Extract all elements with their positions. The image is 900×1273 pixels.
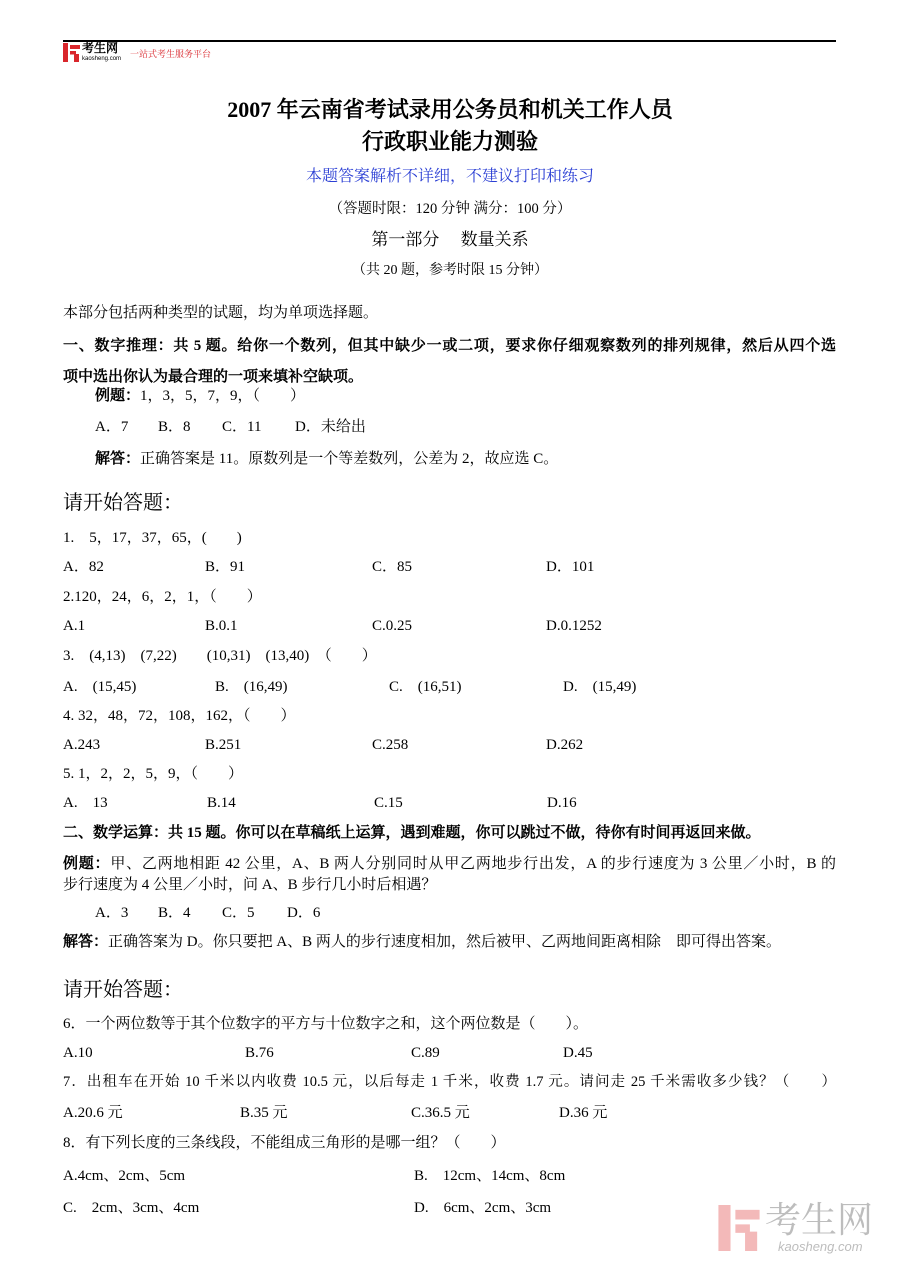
question-option: B. 12cm、14cm、8cm [414, 1168, 566, 1184]
question-option: C.36.5 元 [411, 1105, 470, 1121]
question-stem: 5. 1，2，2，5，9，（ ） [63, 766, 244, 782]
question-option: A.1 [63, 618, 86, 634]
question-option: D. (15,49) [563, 679, 637, 695]
example-option: B．8 [158, 419, 191, 435]
question-option: C.0.25 [372, 618, 413, 634]
example-option: B．4 [158, 905, 191, 921]
question-option: B.14 [207, 795, 236, 811]
start-prompt: 请开始答题： [63, 492, 183, 514]
watermark-domain: kaosheng.com [778, 1239, 863, 1254]
section1-example [95, 388, 305, 404]
question-option: B. (16,49) [215, 679, 288, 695]
answer-label: 解答： [63, 934, 109, 950]
question-option: D.45 [563, 1045, 593, 1061]
part-subtitle: （共 20 题，参考时限 15 分钟） [352, 263, 548, 278]
question-option: B.251 [205, 737, 242, 753]
question-option: C.89 [411, 1045, 440, 1061]
logo-name: 考生网 [82, 41, 119, 55]
question-option: A.243 [63, 737, 101, 753]
question-stem: 8．有下列长度的三条线段，不能组成三角形的是哪一组？（ ） [63, 1135, 506, 1151]
question-option: A.10 [63, 1045, 93, 1061]
question-option: A. 13 [63, 795, 108, 811]
answer-text: 正确答案是 11。原数列是一个等差数列，公差为 2，故应选 C。 [140, 451, 559, 467]
question-option: C.15 [374, 795, 403, 811]
section1-answer [95, 451, 558, 467]
section2-answer [63, 934, 781, 950]
example-option: D．未给出 [295, 419, 366, 435]
question-option: B.35 元 [240, 1105, 288, 1121]
question-stem: 1. 5，17，37，65，( ) [63, 530, 242, 546]
header-rule [63, 40, 836, 42]
question-stem: 2.120，24，6，2，1，（ ） [63, 589, 262, 605]
question-stem: 7．出租车在开始 10 千米以内收费 10.5 元，以后每走 1 千米，收费 1.7 元。请问走 25 千米需收多少钱？（ ） [63, 1074, 836, 1090]
question-option: D. 6cm、2cm、3cm [414, 1200, 552, 1216]
example-option: C．11 [222, 419, 262, 435]
question-option: D.0.1252 [546, 618, 602, 634]
kaosheng-logo-icon [63, 43, 80, 67]
question-option: C. 2cm、3cm、4cm [63, 1200, 200, 1216]
question-option: B．91 [205, 559, 246, 575]
example-option: D．6 [287, 905, 321, 921]
example-label: 例题： [63, 856, 111, 872]
question-option: C. (16,51) [389, 679, 462, 695]
example-label: 例题： [95, 388, 141, 404]
time-limit: （答题时限：120 分钟 满分：100 分） [328, 201, 572, 217]
section2-heading: 二、数学运算：共 15 题。你可以在草稿纸上运算，遇到难题，你可以跳过不做，待你有时间再返回来做。 [63, 825, 761, 841]
section2-example-line1 [63, 856, 836, 872]
exam-title-line1: 2007 年云南省考试录用公务员和机关工作人员 [227, 97, 673, 122]
question-option: B.76 [245, 1045, 274, 1061]
start-prompt: 请开始答题： [63, 979, 183, 1001]
question-option: C.258 [372, 737, 409, 753]
question-option: B.0.1 [205, 618, 238, 634]
question-stem: 6．一个两位数等于其个位数字的平方与十位数字之和，这个两位数是（ ）。 [63, 1016, 589, 1032]
watermark-logo-icon [718, 1205, 760, 1256]
example-text: 甲、乙两地相距 42 公里，A、B 两人分别同时从甲乙两地步行出发，A 的步行速度为 3 公里／小时，B 的 [110, 856, 836, 872]
question-option: A.4cm、2cm、5cm [63, 1168, 186, 1184]
exam-title-line2: 行政职业能力测验 [361, 129, 538, 154]
question-option: D.36 元 [559, 1105, 608, 1121]
question-option: A.20.6 元 [63, 1105, 123, 1121]
question-option: D．101 [546, 559, 595, 575]
question-option: D.16 [547, 795, 577, 811]
answer-text: 正确答案为 D。你只要把 A、B 两人的步行速度相加，然后被甲、乙两地间距离相除 即可得出答案。 [108, 934, 781, 950]
question-option: A．82 [63, 559, 104, 575]
header-slogan: 一站式考生服务平台 [130, 50, 212, 60]
section1-heading-line2: 项中选出你认为最合理的一项来填补空缺项。 [63, 369, 364, 385]
example-option: A．7 [95, 419, 129, 435]
question-option: A. (15,45) [63, 679, 137, 695]
section2-example-line2: 步行速度为 4 公里／小时，问 A、B 步行几小时后相遇？ [63, 877, 437, 893]
question-option: D.262 [546, 737, 584, 753]
example-text: 1，3，5，7，9，（ ） [140, 388, 306, 404]
question-option: C．85 [372, 559, 413, 575]
example-option: A．3 [95, 905, 129, 921]
question-stem: 4. 32，48，72，108，162，（ ） [63, 708, 296, 724]
notice-text: 本题答案解析不详细，不建议打印和练习 [305, 168, 594, 185]
example-option: C．5 [222, 905, 255, 921]
section1-heading-line1: 一、数字推理：共 5 题。给你一个数列，但其中缺少一或二项，要求你仔细观察数列的排列规律，然后从四个选 [63, 338, 836, 354]
intro-text: 本部分包括两种类型的试题，均为单项选择题。 [63, 305, 379, 321]
logo-domain: kaosheng.com [82, 56, 122, 62]
question-stem: 3. (4,13) (7,22) (10,31) (13,40) （ ） [63, 648, 377, 664]
part-title: 第一部分 数量关系 [371, 230, 529, 249]
watermark-name: 考生网 [765, 1200, 874, 1241]
answer-label: 解答： [95, 451, 141, 467]
